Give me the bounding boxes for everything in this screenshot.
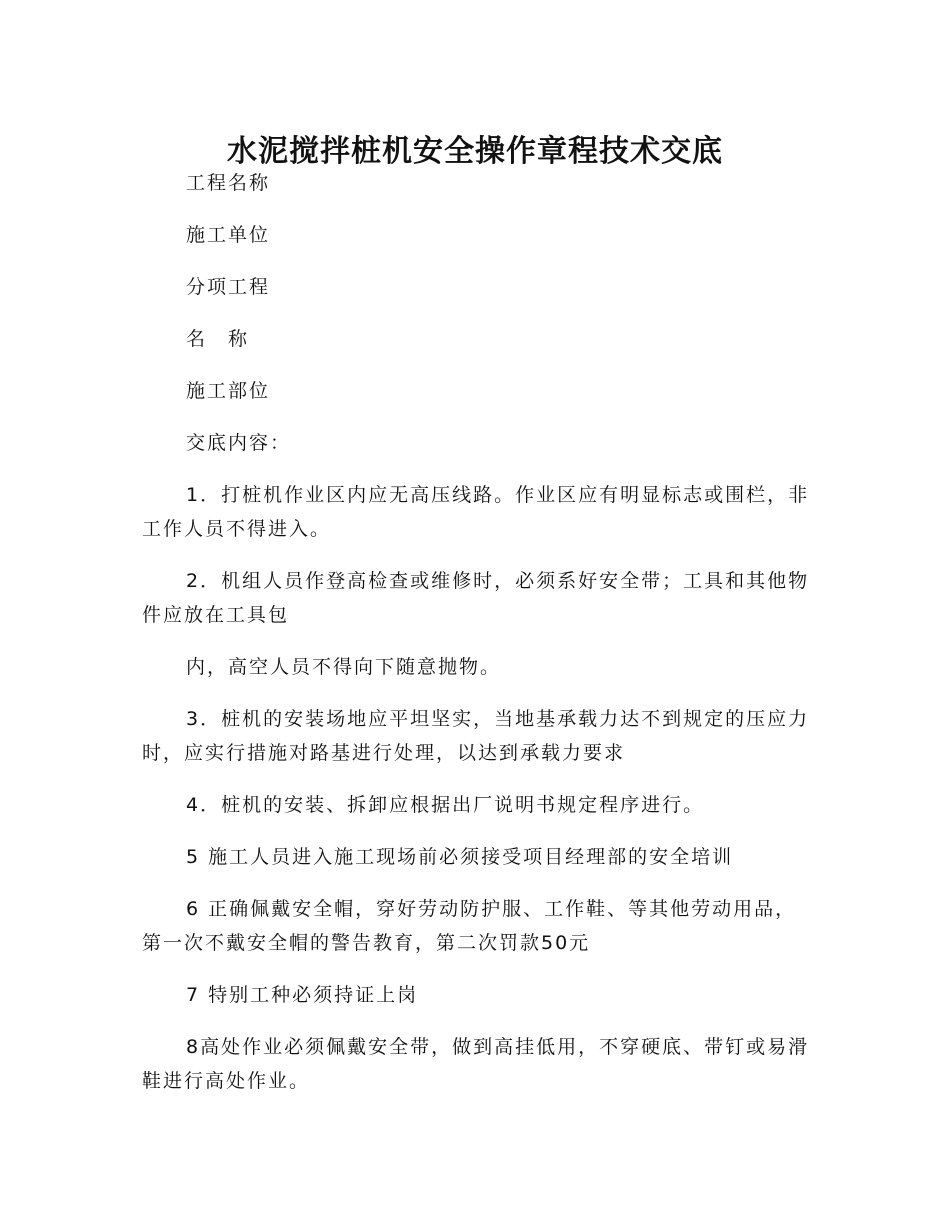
paragraph-item-4: 4．桩机的安装、拆卸应根据出厂说明书规定程序进行。 <box>186 794 705 816</box>
paragraph-item-1: 1．打桩机作业区内应无高压线路。作业区应有明显标志或围栏，非工作人员不得进入。 <box>142 484 810 540</box>
paragraph-item-2-continued: 内，高空人员不得向下随意抛物。 <box>186 656 502 678</box>
paragraph-item-3: 3．桩机的安装场地应平坦坚实，当地基承载力达不到规定的压应力时，应实行措施对路基进行处理，以达到承载力要求 <box>142 708 810 764</box>
field-briefing-content: 交底内容： <box>186 432 292 454</box>
document-body <box>142 166 812 1116</box>
paragraph-item-8: 8高处作业必须佩戴安全带，做到高挂低用，不穿硬底、带钉或易滑鞋进行高处作业。 <box>142 1036 810 1092</box>
paragraph-item-2: 2．机组人员作登高检查或维修时，必须系好安全带；工具和其他物件应放在工具包 <box>142 570 810 626</box>
field-project-name: 工程名称 <box>186 172 271 194</box>
field-construction-unit: 施工单位 <box>186 224 271 246</box>
field-subproject: 分项工程 <box>186 276 271 298</box>
document-title: 水泥搅拌桩机安全操作章程技术交底 <box>227 134 723 170</box>
paragraph-item-6: 6 正确佩戴安全帽，穿好劳动防护服、工作鞋、等其他劳动用品，第一次不戴安全帽的警告教育，第二次罚款50元 <box>142 898 797 954</box>
field-construction-location: 施工部位 <box>186 380 271 402</box>
field-name: 名 称 <box>186 328 250 350</box>
paragraph-item-7: 7 特别工种必须持证上岗 <box>186 984 419 1006</box>
paragraph-item-5: 5 施工人员进入施工现场前必须接受项目经理部的安全培训 <box>186 846 734 868</box>
